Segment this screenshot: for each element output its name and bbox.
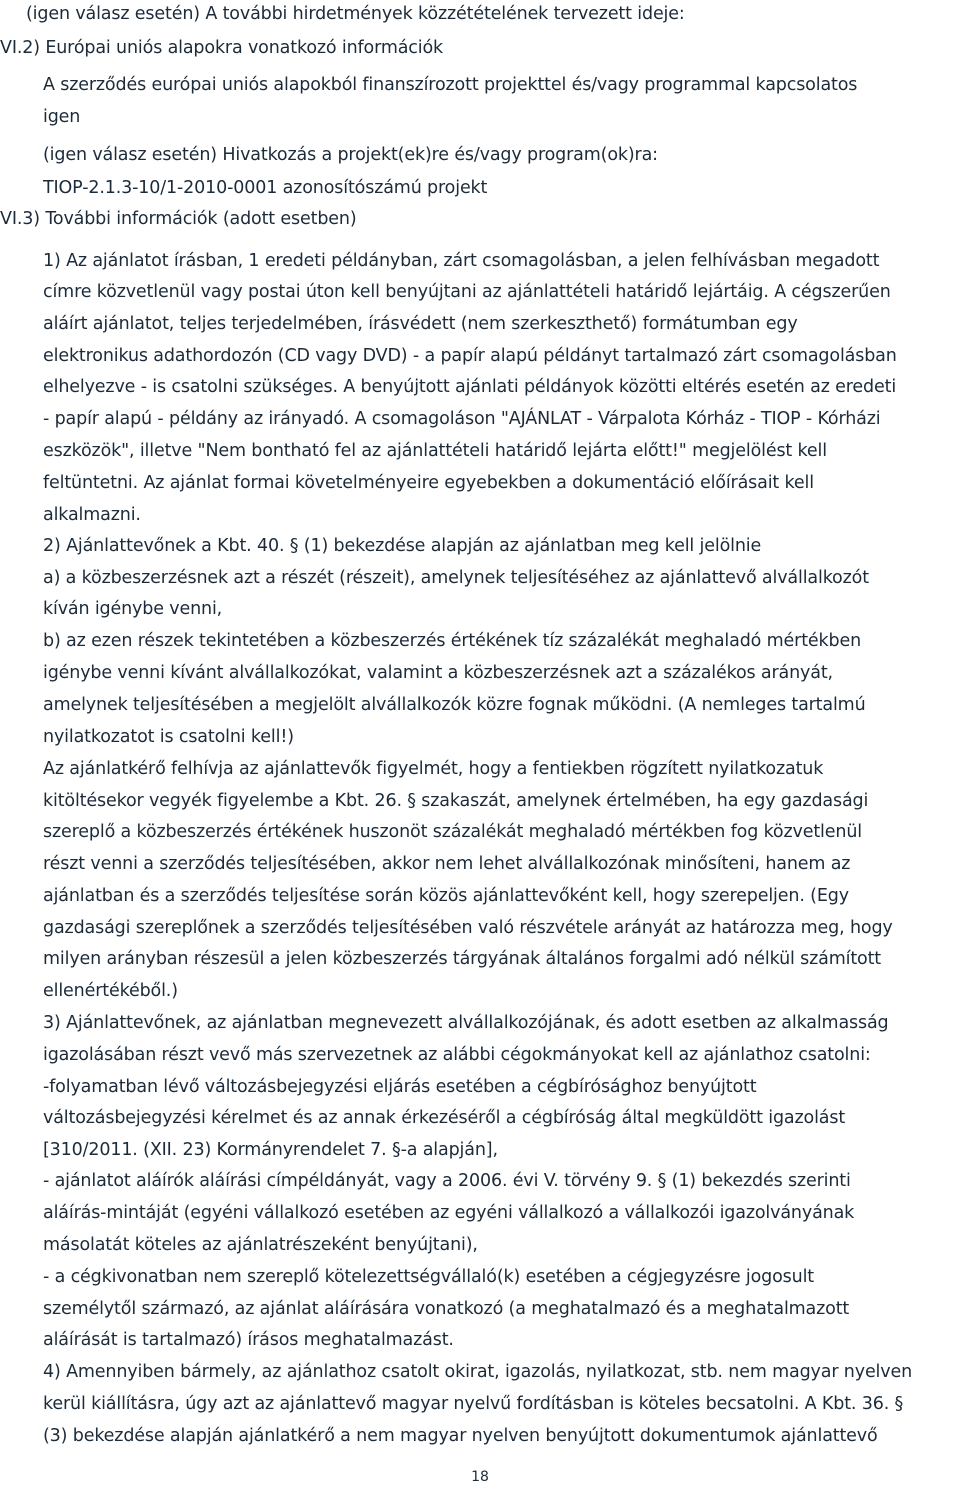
text-line: b) az ezen részek tekintetében a közbeszerzés értékének tíz százalékát meghaladó mértékben: [43, 631, 862, 651]
text-line: (igen válasz esetén) A további hirdetmények közzétételének tervezett ideje:: [26, 4, 685, 24]
text-line: személytől származó, az ajánlat aláírására vonatkozó (a meghatalmazó és a meghatalmazott: [43, 1299, 850, 1319]
text-line: [310/2011. (XII. 23) Kormányrendelet 7. §-a alapján],: [43, 1140, 498, 1160]
text-line: kerül kiállításra, úgy azt az ajánlattevő magyar nyelvű fordításban is köteles becsatolni. A Kbt. 36. §: [43, 1394, 904, 1414]
text-line: aláírt ajánlatot, teljes terjedelmében, írásvédett (nem szerkeszthető) formátumban egy: [43, 314, 798, 334]
text-line: - a cégkivonatban nem szereplő kötelezettségvállaló(k) esetében a cégjegyzésre jogosult: [43, 1267, 814, 1287]
text-line: -folyamatban lévő változásbejegyzési eljárás esetében a cégbírósághoz benyújtott: [43, 1077, 757, 1097]
text-line: igazolásában részt vevő más szervezetnek az alábbi cégokmányokat kell az ajánlathoz csatolni:: [43, 1045, 871, 1065]
text-line: aláírás-mintáját (egyéni vállalkozó esetében az egyéni vállalkozó a vállalkozói igazolványának: [43, 1203, 855, 1223]
text-line: címre közvetlenül vagy postai úton kell benyújtani az ajánlattételi határidő lejártáig. A cégszerűen: [43, 282, 891, 302]
text-line: A szerződés európai uniós alapokból finanszírozott projekttel és/vagy programmal kapcsolatos: [43, 75, 858, 95]
text-line: részt venni a szerződés teljesítésében, akkor nem lehet alvállalkozónak minősíteni, hanem az: [43, 854, 851, 874]
text-line: kitöltésekor vegyék figyelembe a Kbt. 26. § szakaszát, amelynek értelmében, ha egy gazdasági: [43, 791, 869, 811]
text-line: változásbejegyzési kérelmet és az annak érkezéséről a cégbíróság által megküldött igazolást: [43, 1108, 846, 1128]
text-line: 2) Ajánlattevőnek a Kbt. 40. § (1) bekezdése alapján az ajánlatban meg kell jelölnie: [43, 536, 762, 556]
text-line: 3) Ajánlattevőnek, az ajánlatban megnevezett alvállalkozójának, és adott esetben az alkalmasság: [43, 1013, 889, 1033]
text-line: ellenértékéből.): [43, 981, 178, 1001]
text-line: nyilatkozatot is csatolni kell!): [43, 727, 294, 747]
text-line: (igen válasz esetén) Hivatkozás a projekt(ek)re és/vagy program(ok)ra:: [43, 145, 658, 165]
text-line: 4) Amennyiben bármely, az ajánlathoz csatolt okirat, igazolás, nyilatkozat, stb. nem magyar nyelven: [43, 1362, 913, 1382]
text-line: szereplő a közbeszerzés értékének huszonöt százalékát meghaladó mértékben fog közvetlenül: [43, 822, 862, 842]
text-line: (3) bekezdése alapján ajánlatkérő a nem magyar nyelven benyújtott dokumentumok ajánlattevő: [43, 1426, 878, 1446]
text-line: gazdasági szereplőnek a szerződés teljesítésében való részvétele arányát az határozza meg, hogy: [43, 918, 893, 938]
text-line: elhelyezve - is csatolni szükséges. A benyújtott ajánlati példányok közötti eltérés esetén az eredeti: [43, 377, 897, 397]
text-line: feltüntetni. Az ajánlat formai követelményeire egyebekben a dokumentáció előírásait kell: [43, 473, 814, 493]
text-line: milyen arányban részesül a jelen közbeszerzés tárgyának általános forgalmi adó nélkül számított: [43, 949, 882, 969]
text-line: VI.3) További információk (adott esetben): [0, 209, 357, 229]
text-line: amelynek teljesítésében a megjelölt alvállalkozók közre fognak működni. (A nemleges tartalmú: [43, 695, 866, 715]
text-line: eszközök", illetve "Nem bontható fel az ajánlattételi határidő lejárta előtt!" megjelölést kell: [43, 441, 827, 461]
text-line: igen: [43, 107, 81, 127]
text-line: elektronikus adathordozón (CD vagy DVD) - a papír alapú példányt tartalmazó zárt csomagolásban: [43, 346, 897, 366]
page-number: 18: [471, 1469, 489, 1485]
text-line: igénybe venni kívánt alvállalkozókat, valamint a közbeszerzésnek azt a százalékos arányát,: [43, 663, 833, 683]
text-line: - ajánlatot aláírók aláírási címpéldányát, vagy a 2006. évi V. törvény 9. § (1) bekezdés szerinti: [43, 1171, 851, 1191]
text-line: ajánlatban és a szerződés teljesítése során közös ajánlattevőként kell, hogy szerepeljen. (Egy: [43, 886, 849, 906]
text-line: TIOP-2.1.3-10/1-2010-0001 azonosítószámú projekt: [43, 178, 488, 198]
text-line: másolatát köteles az ajánlatrészeként benyújtani),: [43, 1235, 478, 1255]
text-line: alkalmazni.: [43, 505, 141, 525]
text-line: Az ajánlatkérő felhívja az ajánlattevők figyelmét, hogy a fentiekben rögzített nyilatkozatuk: [43, 759, 824, 779]
text-line: VI.2) Európai uniós alapokra vonatkozó információk: [0, 38, 444, 58]
text-line: aláírását is tartalmazó) írásos meghatalmazást.: [43, 1330, 454, 1350]
text-line: 1) Az ajánlatot írásban, 1 eredeti példányban, zárt csomagolásban, a jelen felhívásban megadott: [43, 251, 880, 271]
text-line: a) a közbeszerzésnek azt a részét (részeit), amelynek teljesítéséhez az ajánlattevő alvállalkozót: [43, 568, 869, 588]
text-line: - papír alapú - példány az irányadó. A csomagoláson "AJÁNLAT - Várpalota Kórház - TIOP - Kórházi: [43, 409, 881, 429]
text-line: kíván igénybe venni,: [43, 599, 223, 619]
